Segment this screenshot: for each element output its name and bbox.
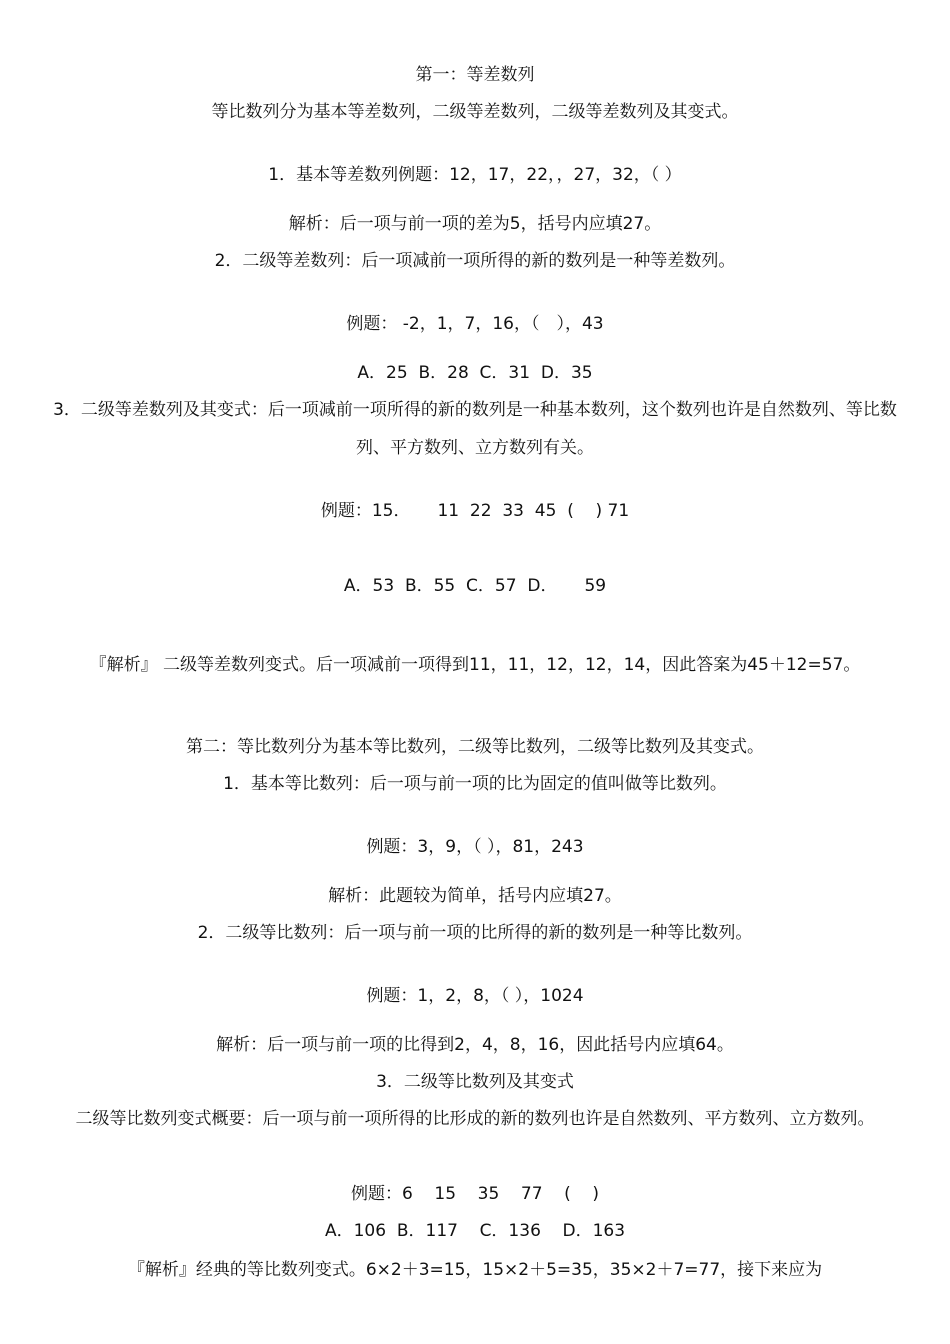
- geo-item-3-analysis: 『解析』经典的等比数列变式。6×2＋3=15，15×2＋5=35，35×2＋7=77，接下来应为: [127, 1260, 823, 1280]
- item-2-options: A．25 B．28 C．31 D．35: [357, 363, 593, 383]
- geo-item-3-options: A．106 B．117 C．136 D．163: [324, 1221, 626, 1241]
- geo-item-2-example: 例题：1，2，8，（ ），1024: [366, 986, 584, 1006]
- item-1-example: 1．基本等差数列例题：12，17，22，，27，32，（ ）: [268, 165, 682, 185]
- geo-item-3-overview: 二级等比数列变式概要：后一项与前一项所得的比形成的新的数列也许是自然数列、平方数列、立方数列。: [75, 1109, 875, 1129]
- item-3-definition: 3．二级等差数列及其变式：后一项减前一项所得的新的数列是一种基本数列，这个数列也许是自然数列、等比数列、平方数列、立方数列有关。: [53, 400, 897, 458]
- geo-item-2-definition: 2．二级等比数列：后一项与前一项的比所得的新的数列是一种等比数列。: [197, 923, 753, 943]
- item-2-definition: 2．二级等差数列：后一项减前一项所得的新的数列是一种等差数列。: [214, 251, 736, 271]
- geo-item-3-title: 3．二级等比数列及其变式: [376, 1072, 574, 1092]
- section-2-intro: 第二：等比数列分为基本等比数列，二级等比数列，二级等比数列及其变式。: [186, 737, 764, 757]
- item-3-example: 例题：15． 11 22 33 45 ( ) 71: [320, 501, 630, 521]
- geo-item-1-definition: 1．基本等比数列：后一项与前一项的比为固定的值叫做等比数列。: [223, 774, 727, 794]
- geo-item-1-analysis: 解析：此题较为简单，括号内应填27。: [328, 886, 622, 906]
- section-1-title: 第一：等差数列: [415, 65, 535, 85]
- item-3-options: A．53 B．55 C．57 D． 59: [343, 576, 607, 596]
- item-3-analysis: 『解析』 二级等差数列变式。后一项减前一项得到11，11，12，12，14，因此答案为45＋12=57。: [89, 655, 861, 675]
- geo-item-3-example: 例题：6 15 35 77 ( ): [350, 1184, 600, 1204]
- geo-item-1-example: 例题：3，9，（ ），81，243: [366, 837, 584, 857]
- item-2-example: 例题： -2，1，7，16，（ ），43: [346, 314, 604, 334]
- item-1-analysis: 解析：后一项与前一项的差为5，括号内应填27。: [288, 214, 662, 234]
- geo-item-2-analysis: 解析：后一项与前一项的比得到2，4，8，16，因此括号内应填64。: [216, 1035, 734, 1055]
- section-1-intro: 等比数列分为基本等差数列，二级等差数列，二级等差数列及其变式。: [211, 102, 739, 122]
